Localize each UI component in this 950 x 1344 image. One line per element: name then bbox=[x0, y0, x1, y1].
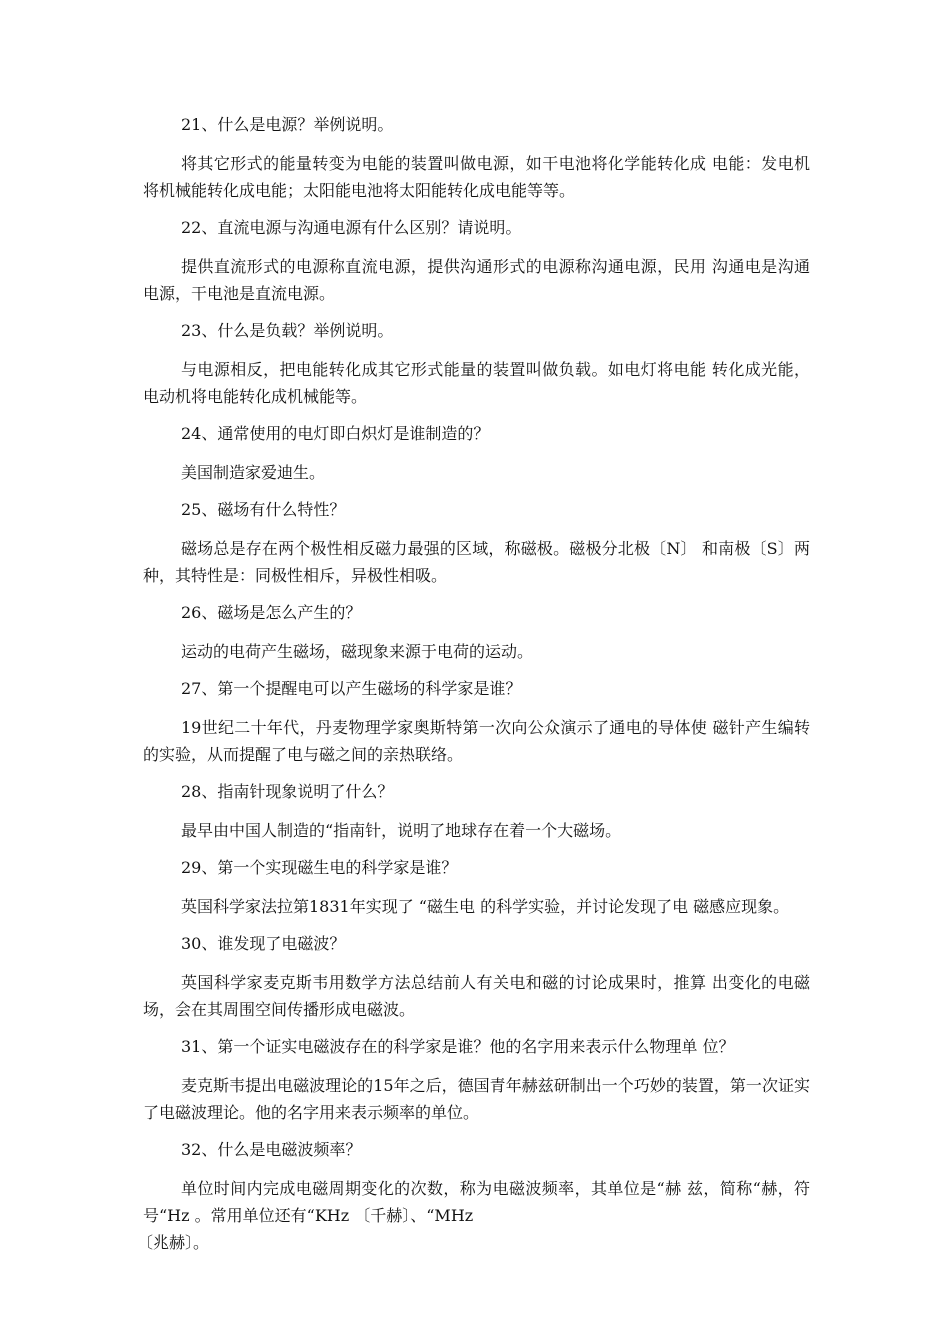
answer-32-tail: 〔兆赫〕。 bbox=[137, 1233, 210, 1252]
question-25: 25、磁场有什么特性？ bbox=[181, 500, 346, 519]
question-22: 22、直流电源与沟通电源有什么区别？请说明。 bbox=[181, 218, 522, 237]
qa-item-27 bbox=[143, 676, 810, 768]
question-27: 27、第一个提醒电可以产生磁场的科学家是谁？ bbox=[181, 679, 522, 698]
question-32: 32、什么是电磁波频率？ bbox=[181, 1140, 362, 1159]
answer-23: 与电源相反，把电能转化成其它形式能量的装置叫做负载。如电灯将电能 转化成光能，电动机将电能转化成机械能等。 bbox=[143, 360, 810, 406]
qa-item-25 bbox=[143, 497, 810, 589]
answer-27: 19世纪二十年代，丹麦物理学家奥斯特第一次向公众演示了通电的导体使 磁针产生编转的实验，从而提醒了电与磁之间的亲热联络。 bbox=[143, 718, 810, 764]
qa-item-23 bbox=[143, 318, 810, 410]
answer-21: 将其它形式的能量转变为电能的装置叫做电源，如干电池将化学能转化成 电能：发电机将机械能转化成电能；太阳能电池将太阳能转化成电能等等。 bbox=[143, 154, 810, 200]
answer-30: 英国科学家麦克斯韦用数学方法总结前人有关电和磁的讨论成果时，推算 出变化的电磁场，会在其周围空间传播形成电磁波。 bbox=[143, 973, 810, 1019]
qa-item-32 bbox=[137, 1137, 810, 1256]
answer-25: 磁场总是存在两个极性相反磁力最强的区域，称磁极。磁极分北极〔N〕 和南极〔S〕两种，其特性是：同极性相斥，异极性相吸。 bbox=[143, 539, 810, 585]
qa-item-21 bbox=[143, 112, 810, 204]
answer-22: 提供直流形式的电源称直流电源，提供沟通形式的电源称沟通电源，民用 沟通电是沟通电源，干电池是直流电源。 bbox=[143, 257, 810, 303]
question-21: 21、什么是电源？举例说明。 bbox=[181, 115, 394, 134]
question-24: 24、通常使用的电灯即白炽灯是谁制造的？ bbox=[181, 424, 490, 443]
answer-32 bbox=[137, 1175, 810, 1256]
qa-item-22 bbox=[143, 215, 810, 307]
answer-29: 英国科学家法拉第1831年实现了 “磁生电 的科学实验，并讨论发现了电 磁感应现象。 bbox=[181, 897, 790, 916]
question-23: 23、什么是负载？举例说明。 bbox=[181, 321, 394, 340]
qa-item-31 bbox=[143, 1034, 810, 1126]
question-30: 30、谁发现了电磁波？ bbox=[181, 934, 346, 953]
qa-list bbox=[137, 112, 810, 1267]
question-28: 28、指南针现象说明了什么？ bbox=[181, 782, 394, 801]
question-26: 26、磁场是怎么产生的？ bbox=[181, 603, 362, 622]
question-31: 31、第一个证实电磁波存在的科学家是谁？他的名字用来表示什么物理单 位？ bbox=[181, 1037, 735, 1056]
answer-31: 麦克斯韦提出电磁波理论的15年之后，德国青年赫兹研制出一个巧妙的装置，第一次证实了电磁波理论。他的名字用来表示频率的单位。 bbox=[143, 1076, 810, 1122]
answer-28: 最早由中国人制造的“指南针，说明了地球存在着一个大磁场。 bbox=[181, 821, 622, 840]
answer-26: 运动的电荷产生磁场，磁现象来源于电荷的运动。 bbox=[181, 642, 534, 661]
answer-24: 美国制造家爱迪生。 bbox=[181, 463, 326, 482]
answer-32-text: 单位时间内完成电磁周期变化的次数，称为电磁波频率，其单位是“赫 兹，简称“赫，符号“Hz 。常用单位还有“KHz 〔千赫〕、“MHz bbox=[143, 1179, 810, 1225]
qa-item-30 bbox=[143, 931, 810, 1023]
qa-item-26 bbox=[143, 600, 810, 665]
question-29: 29、第一个实现磁生电的科学家是谁？ bbox=[181, 858, 458, 877]
qa-item-28 bbox=[143, 779, 810, 844]
qa-item-29 bbox=[143, 855, 810, 920]
qa-item-24 bbox=[143, 421, 810, 486]
